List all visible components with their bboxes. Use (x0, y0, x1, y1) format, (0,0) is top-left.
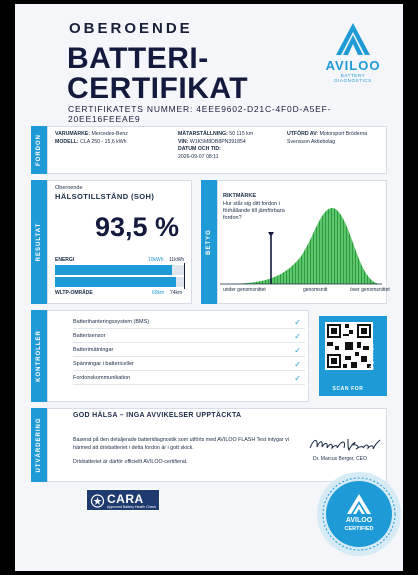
energy-nominal: 11kWh (169, 257, 185, 263)
certificate-number: CERTIFIKATETS NUMMER: 4EEE9602-D21C-4F0D-A5EF-20EE16FEEAE9 (68, 104, 332, 124)
wltp-bar (55, 277, 185, 287)
check-icon: ✓ (294, 318, 301, 327)
check-icon: ✓ (294, 374, 301, 383)
soh-pre: Oberoende (55, 185, 83, 191)
vehicle-col1: VARUMÄRKE: Mercedes-Benz MODELL: CLA 250 - 15,6 kWh (55, 131, 128, 145)
vehicle-col2: MÄTARSTÄLLNING: 50 115 km VIN: W1K5M8DB8PN391854 DATUM OCH TID: 2026-09-07 08:11 (178, 131, 254, 160)
axis-above-average: över genomsnittet (350, 287, 390, 293)
aviloo-logo (323, 22, 383, 83)
check-item-communication: Fordonskommunikation ✓ (73, 372, 305, 385)
soh-value: 93,5 % (95, 212, 180, 242)
check-item-bms: Batterihanteringssystem (BMS) ✓ (73, 316, 305, 329)
title-line2: CERTIFIKAT (67, 72, 249, 105)
title-line1: BATTERI- (67, 42, 209, 75)
check-item-cell-voltage: Spänningar i battericeller ✓ (73, 358, 305, 371)
seal-brand: AVILOO (345, 517, 373, 524)
section-resultat: RESULTAT (31, 180, 47, 304)
cara-badge: CARA Approved Battery Health Check (86, 489, 160, 511)
grade-question: Hur står sig ditt fordon i förhållande till jämförbara fordon? (223, 201, 285, 221)
certified-seal (315, 470, 403, 558)
axis-below-average: under genomsnittet (223, 287, 266, 293)
wltp-value: 69km (152, 290, 165, 296)
section-utvardering: UTVÄRDERING (31, 408, 47, 482)
distribution-curve (220, 208, 382, 284)
seal-label: CERTIFIED (344, 526, 374, 532)
check-item-sensor: Batterisensor ✓ (73, 330, 305, 343)
check-icon: ✓ (294, 346, 301, 355)
section-betyg: BETYG (201, 180, 217, 304)
evaluation-certified-text: Drivbatteriet är därför officiellt AVILOO-certifierat. (73, 459, 188, 465)
energy-value: 10kWh (148, 257, 164, 263)
check-icon: ✓ (294, 360, 301, 369)
section-fordon: FORDON (31, 126, 47, 174)
check-icon: ✓ (294, 332, 301, 341)
detail-label: DETALJ (369, 342, 376, 370)
wltp-bar-fill (55, 277, 176, 287)
energy-bar-fill (55, 265, 172, 275)
wltp-label: WLTP-OMRÅDE (55, 290, 93, 296)
brand-name: AVILOO (325, 58, 381, 73)
section-kontroller: KONTROLLER (31, 310, 47, 402)
vehicle-col3: UTFÖRD AV: Motorsport Bröderna Svensson Aktiebolag (287, 131, 368, 145)
evaluation-text: Baserat på den detaljerade batteridiagnostik som utförts med AVILOO FLASH Test intygar vi härmed att drivbatteriet i detta fordon är i gott skick. (73, 437, 289, 451)
axis-average: genomsnitt (303, 287, 328, 293)
pre-title: OBEROENDE (69, 20, 193, 37)
certificate-sheet (15, 4, 403, 571)
energy-label: ENERGI (55, 257, 75, 263)
brand-subtitle: BATTERY DIAGNOSTICS (334, 73, 372, 83)
signature (308, 434, 388, 454)
cara-star-icon (90, 494, 105, 508)
soh-title: HÄLSOTILLSTÅND (SOH) (55, 192, 155, 201)
scan-label: SCAN FOR (332, 386, 364, 392)
energy-bar (55, 265, 185, 275)
check-item-measurements: Batterimätningar ✓ (73, 344, 305, 357)
aviloo-logo-icon (335, 22, 371, 56)
grade-label: RIKTMÄRKE (223, 193, 256, 199)
wltp-nominal: 74km (170, 290, 183, 296)
evaluation-title: GOD HÄLSA – INGA AVVIKELSER UPPTÄCKTA (73, 412, 242, 419)
wltp-bar-marker (184, 275, 185, 289)
marker-triangle-icon (268, 232, 274, 237)
qr-panel[interactable] (319, 316, 387, 396)
qr-code-icon[interactable] (325, 322, 373, 370)
signer-name: Dr. Marcus Berger, CEO (313, 456, 367, 462)
grade-distribution-chart (220, 204, 382, 286)
